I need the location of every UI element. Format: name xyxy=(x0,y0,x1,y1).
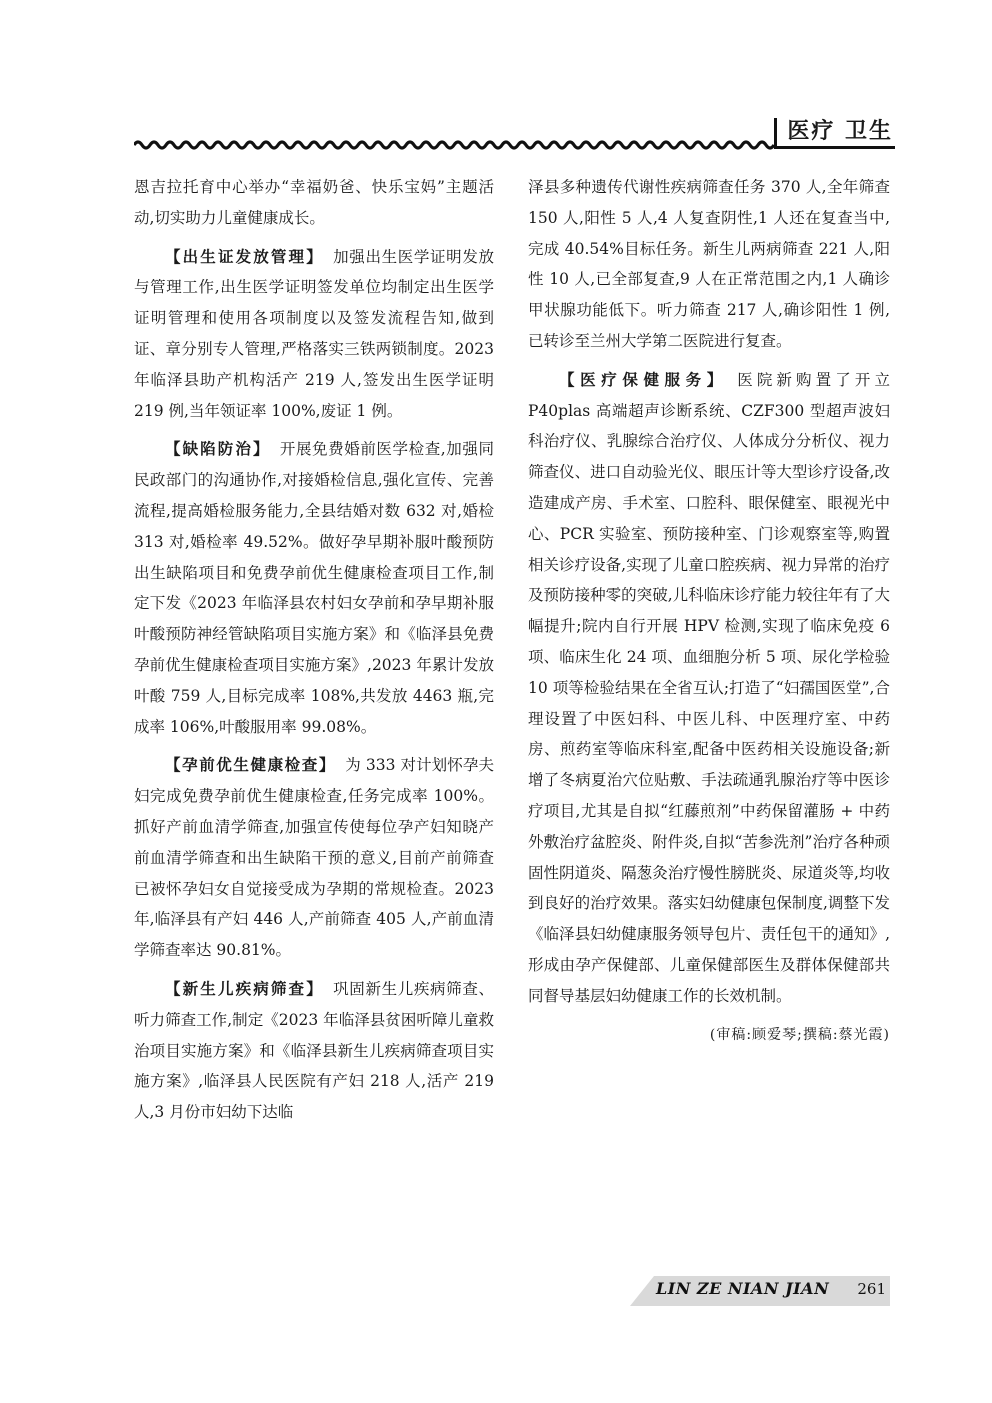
section-heading: 【出生证发放管理】 xyxy=(165,247,324,266)
right-column xyxy=(528,172,890,1058)
section-heading: 【缺陷防治】 xyxy=(165,440,271,459)
section-preconception-check xyxy=(134,750,494,966)
footer-brand: LIN ZE NIAN JIAN xyxy=(656,1279,830,1298)
section-heading: 【新生儿疾病筛查】 xyxy=(165,979,324,998)
section-newborn-screening xyxy=(134,974,494,1128)
section-birth-certificate xyxy=(134,242,494,427)
footer xyxy=(630,1276,890,1306)
intro-paragraph: 恩吉拉托育中心举办“幸福奶爸、快乐宝妈”主题活动,切实助力儿童健康成长。 xyxy=(134,178,494,227)
header-wave-rule xyxy=(134,136,774,152)
section-body: 医院新购置了开立 P40plas 高端超声诊断系统、CZF300 型超声波妇科治疗仪、乳腺综合治疗仪、人体成分分析仪、视力筛查仪、进口自动验光仪、眼压计等大型诊疗设备,改造建成产房、手术室、口腔科、眼保健室、眼视光中心、PCR 实验室、预防接种室、门诊观察室等,购置相关诊疗设备,实现了儿童口腔疾病、视力异常的治疗及预防接种零的突破,儿科临床诊疗能力较往年有了大幅提升;院内自行开展 HPV 检测,实现了临床免疫 6 项、临床生化 24 项、血细胞分析 5 项、尿化学检验 10 项等检验结果在全省互认;打造了“妇孺国医堂”,合理设置了中医妇科、中医儿科、中医理疗室、中药房、煎药室等临床科室,配备中医药相关设施设备;新增了冬病夏治穴位贴敷、手法疏通乳腺治疗等中医诊疗项目,尤其是自拟“红藤煎剂”中药保留灌肠 + 中药外敷治疗盆腔炎、附件炎,自拟“苦参洗剂”治疗各种顽固性阴道炎、隔葱灸治疗慢性膀胱炎、尿道炎等,均收到良好的治疗效果。落实妇幼健康包保制度,调整下发《临泽县妇幼健康服务领导包片、责任包干的通知》,形成由孕产保健部、儿童保健部医生及群体保健部共同督导基层妇幼健康工作的长效机制。 xyxy=(528,370,890,1005)
section-medical-care xyxy=(528,365,890,1012)
section-heading: 【医疗保健服务】 xyxy=(559,370,728,389)
left-column xyxy=(134,172,494,1136)
section-tag: 医疗 卫生 xyxy=(774,118,895,149)
page-number: 261 xyxy=(857,1280,886,1298)
section-defect-prevention xyxy=(134,434,494,742)
section-body: 加强出生医学证明发放与管理工作,出生医学证明签发单位均制定出生医学证明管理和使用各项制度以及签发流程告知,做到证、章分别专人管理,严格落实三铁两锁制度。2023 年临泽县助产机构活产 219 人,签发出生医学证明 219 例,当年领证率 100%,废证 1 例。 xyxy=(134,247,494,420)
section-body: 巩固新生儿疾病筛查、听力筛查工作,制定《2023 年临泽县贫困听障儿童救治项目实施方案》和《临泽县新生儿疾病筛查项目实施方案》,临泽县人民医院有产妇 218 人,活产 219 人,3 月份市妇幼下达临 xyxy=(134,979,494,1122)
section-body: 为 333 对计划怀孕夫妇完成免费孕前优生健康检查,任务完成率 100%。抓好产前血清学筛查,加强宣传使每位孕产妇知晓产前血清学筛查和出生缺陷干预的意义,目前产前筛查已被怀孕妇女自觉接受成为孕期的常规检查。2023 年,临泽县有产妇 446 人,产前筛查 405 人,产前血清学筛查率达 90.81%。 xyxy=(134,756,494,960)
signoff: (审稿:顾爱琴;撰稿:蔡光霞) xyxy=(709,1026,890,1043)
section-heading: 【孕前优生健康检查】 xyxy=(165,756,336,775)
continuation-paragraph: 泽县多种遗传代谢性疾病筛查任务 370 人,全年筛查 150 人,阳性 5 人,4 人复查阴性,1 人还在复查当中,完成 40.54%目标任务。新生儿两病筛查 221 人,阳性 10 人,已全部复查,9 人在正常范围之内,1 人确诊甲状腺功能低下。听力筛查 217 人,确诊阳性 1 例,已转诊至兰州大学第二医院进行复查。 xyxy=(528,178,890,350)
section-body: 开展免费婚前医学检查,加强同民政部门的沟通协作,对接婚检信息,强化宣传、完善流程,提高婚检服务能力,全县结婚对数 632 对,婚检 313 对,婚检率 49.52%。做好孕早期补服叶酸预防出生缺陷项目和免费孕前优生健康检查项目工作,制定下发《2023 年临泽县农村妇女孕前和孕早期补服叶酸预防神经管缺陷项目实施方案》和《临泽县免费孕前优生健康检查项目实施方案》,2023 年累计发放叶酸 759 人,目标完成率 108%,共发放 4463 瓶,完成率 106%,叶酸服用率 99.08%。 xyxy=(134,440,494,736)
